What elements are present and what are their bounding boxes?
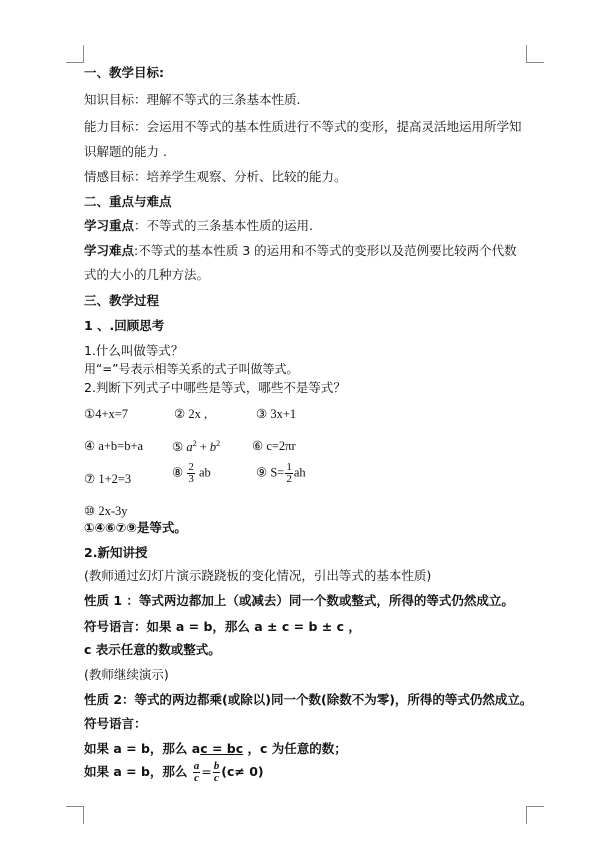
multiply-lead: 如果 a = b，那么 a xyxy=(84,741,201,756)
expression-item-3: ③ 3x+1 xyxy=(256,407,297,421)
expression-item-1: ①4+x=7 xyxy=(84,407,129,421)
expression-item-7: ⑦ 1+2=3 xyxy=(84,472,132,486)
divide-lead: 如果 a = b，那么 xyxy=(84,764,192,779)
divide-fraction-b xyxy=(213,761,221,784)
question-2: 2.判断下列式子中哪些是等式，哪些不是等式？ xyxy=(84,380,346,395)
item-8-numerator: 2 xyxy=(188,461,194,473)
item-9-denominator: 2 xyxy=(286,473,292,485)
item-9-rest: ah xyxy=(293,465,306,480)
property-2: 性质 2：等式的两边都乘(或除以)同一个数(除数不为零)，所得的等式仍然成立。 xyxy=(84,692,533,707)
property-1: 性质 1 ：等式两边都加上（或减去）同一个数或整式，所得的等式仍然成立。 xyxy=(84,593,514,608)
multiply-c1: c xyxy=(200,741,208,756)
property-2-multiply xyxy=(84,741,347,757)
item-5-b: b xyxy=(209,440,217,455)
section-title-key-points: 二、重点与难点 xyxy=(84,194,172,209)
key-point-label: 学习重点 xyxy=(84,218,135,233)
emotion-goal: 情感目标：培养学生观察、分析、比较的能力。 xyxy=(84,169,347,184)
item-8-denominator: 3 xyxy=(188,473,194,485)
divide-denominator-a: c xyxy=(194,772,199,784)
expression-item-4: ④ a+b=b+a xyxy=(84,439,144,453)
item-8-rest: ab xyxy=(198,465,211,480)
section-title-goals: 一、教学目标: xyxy=(84,65,164,80)
ability-goal-line-2: 识解题的能力 . xyxy=(84,144,167,159)
question-1-answer: 用“=”号表示相等关系的式子叫做等式。 xyxy=(84,362,299,376)
divide-equals: = xyxy=(201,764,212,779)
corner-mark-top-right xyxy=(526,45,544,63)
item-9-numerator: 1 xyxy=(286,461,292,473)
property-2-symbolic-label: 符号语言： xyxy=(84,716,147,731)
review-title: 1 、.回顾思考 xyxy=(84,318,165,333)
corner-mark-top-left xyxy=(66,45,84,63)
section-title-process: 三、教学过程 xyxy=(84,293,160,308)
item-8-fraction xyxy=(187,462,195,485)
expression-item-6: ⑥ c=2πr xyxy=(252,439,296,453)
property-1-symbolic: 符号语言：如果 a = b，那么 a ± c = b ± c ， xyxy=(84,619,361,634)
item-5-mark: ⑤ xyxy=(172,440,184,455)
divide-denominator-b: c xyxy=(214,772,219,784)
difficulty-line-1 xyxy=(84,243,517,259)
multiply-tail: ，c 为任意的数； xyxy=(243,741,347,756)
corner-mark-bottom-right xyxy=(526,806,544,824)
item-9-fraction xyxy=(285,462,293,485)
new-knowledge-intro: (教师通过幻灯片演示跷跷板的变化情况，引出等式的基本性质) xyxy=(84,568,432,583)
question-1: 1.什么叫做等式？ xyxy=(84,343,184,358)
item-8-mark: ⑧ xyxy=(172,465,184,480)
divide-tail: (c≠ 0) xyxy=(221,764,264,779)
key-point-text: ：不等式的三条基本性质的运用. xyxy=(134,218,313,233)
expression-item-5 xyxy=(172,436,220,455)
continue-demo: (教师继续演示) xyxy=(84,667,169,682)
item-5-a: a xyxy=(186,440,193,455)
expression-item-2: ② 2x , xyxy=(174,407,208,421)
multiply-c2: c xyxy=(235,741,244,756)
expression-item-9 xyxy=(256,462,306,485)
property-1-note: c 表示任意的数或整式。 xyxy=(84,642,221,657)
difficulty-text: :不等式的基本性质 3 的运用和不等式的变形以及范例要比较两个代数 xyxy=(134,243,517,258)
item-5-exp-a: 2 xyxy=(192,439,197,448)
key-point xyxy=(84,218,313,234)
multiply-mid: = b xyxy=(207,741,236,756)
divide-numerator-a: a xyxy=(193,760,200,772)
item-9-mark: ⑨ S= xyxy=(256,465,285,480)
knowledge-goal: 知识目标：理解不等式的三条基本性质. xyxy=(84,92,301,107)
difficulty-label: 学习难点 xyxy=(84,243,135,258)
expression-item-10: ⑩ 2x-3y xyxy=(84,504,128,518)
equations-answer: ①④⑥⑦⑨是等式。 xyxy=(84,520,187,535)
ability-goal-line-1: 能力目标：会运用不等式的基本性质进行不等式的变形，提高灵活地运用所学知 xyxy=(84,119,522,134)
divide-fraction-a xyxy=(193,761,201,784)
divide-numerator-b: b xyxy=(213,760,220,772)
item-5-plus: + xyxy=(196,440,210,455)
expression-item-8 xyxy=(172,462,211,485)
corner-mark-bottom-left xyxy=(66,806,84,824)
item-5-exp-b: 2 xyxy=(216,439,221,448)
property-2-divide xyxy=(84,760,264,784)
new-knowledge-title: 2.新知讲授 xyxy=(84,545,148,560)
difficulty-line-2: 式的大小的几种方法。 xyxy=(84,267,210,282)
